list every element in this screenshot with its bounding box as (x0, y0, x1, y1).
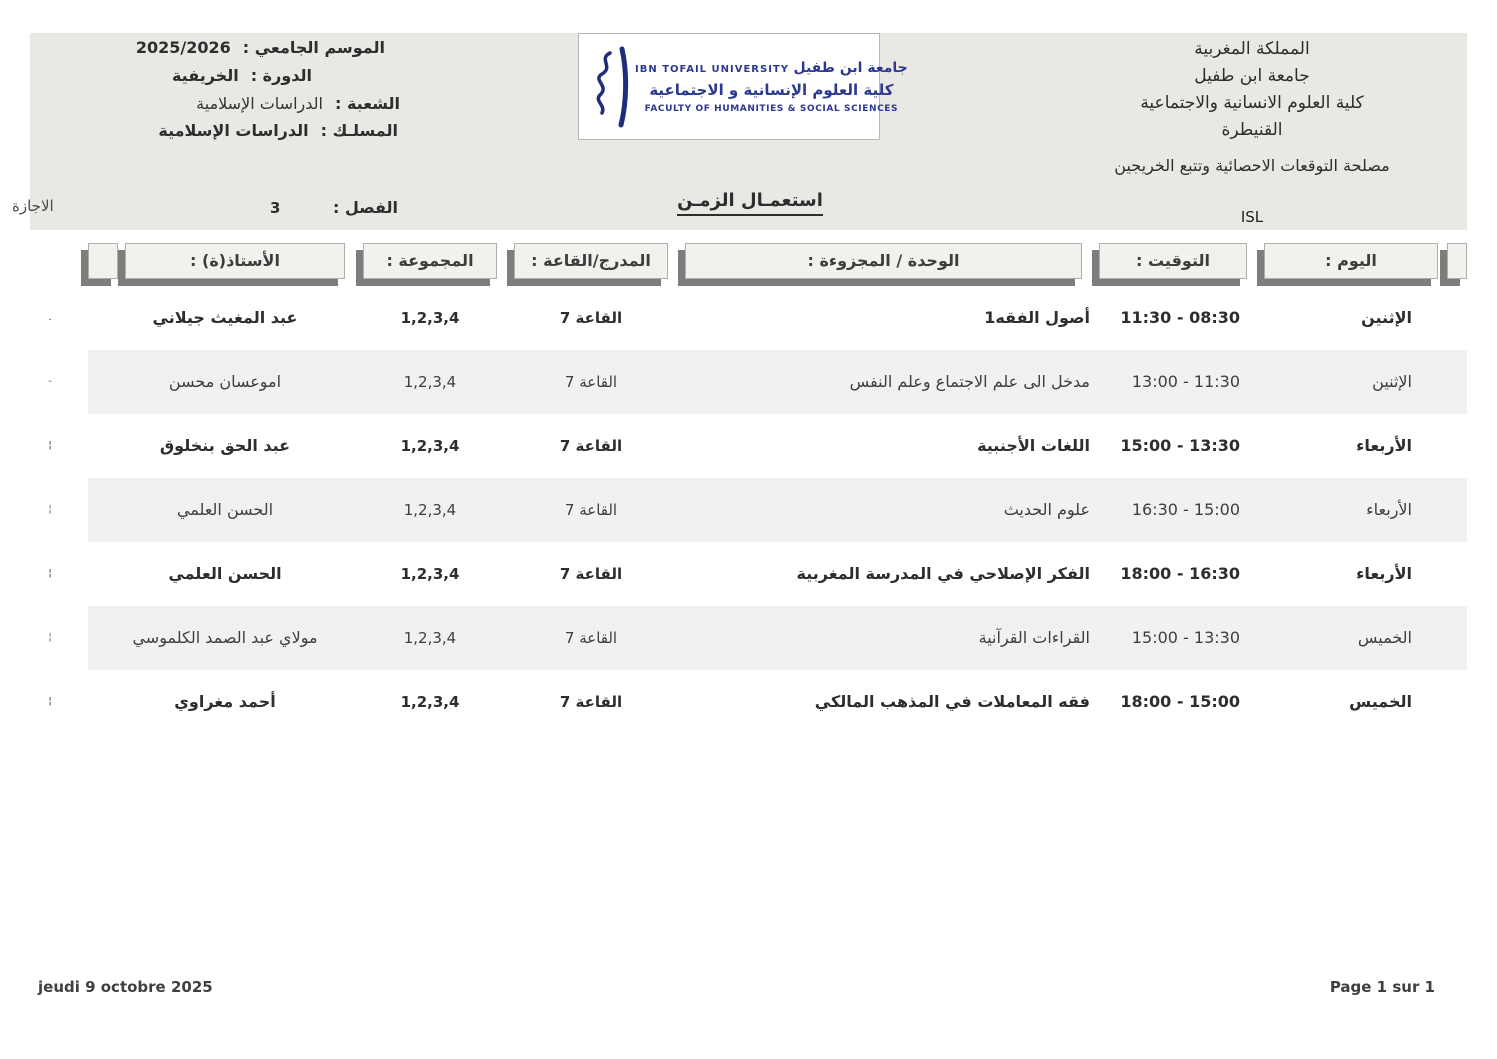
info-track (158, 119, 398, 143)
cell-group: 1,2,3,4 (400, 309, 460, 327)
cell-room: القاعة 7 (564, 629, 618, 647)
cell-day: الأربعاء (1366, 500, 1412, 519)
info-value: 2025/2026 (135, 38, 231, 57)
logo-ar-name: جامعة ابن طفيل (793, 59, 908, 76)
cell-group: 1,2,3,4 (403, 373, 457, 391)
cell-teacher: مولاي عبد الصمد الكلموسي (132, 628, 318, 647)
org-service: مصلحة التوقعات الاحصائية وتتبع الخريجين (1114, 156, 1390, 175)
semester-value: 3 (270, 198, 281, 217)
cell-day: الإثنين (1372, 372, 1412, 391)
semester-field (270, 198, 398, 217)
cell-time: 13:30 - 15:00 (1120, 436, 1240, 455)
edge-mark: ¦ (48, 632, 52, 643)
cell-group: 1,2,3,4 (400, 437, 460, 455)
cell-group: 1,2,3,4 (400, 565, 460, 583)
cell-subject: علوم الحديث (1003, 500, 1090, 519)
header-cell-teacher: الأستاذ(ة) : (125, 243, 345, 279)
cell-time: 16:30 - 18:00 (1120, 564, 1240, 583)
cell-time: 08:30 - 11:30 (1120, 308, 1240, 327)
cell-group: 1,2,3,4 (403, 629, 457, 647)
header-cell-unit: الوحدة / المجزوءة : (685, 243, 1082, 279)
edge-mark: ¦ (48, 440, 52, 451)
footer-date: jeudi 9 octobre 2025 (38, 978, 213, 996)
timetable-rows (48, 286, 1467, 734)
info-branch (196, 92, 400, 116)
cell-subject: فقه المعاملات في المذهب المالكي (814, 692, 1090, 711)
info-label: الشعبة : (334, 94, 400, 113)
cell-time: 15:00 - 16:30 (1131, 500, 1240, 519)
info-label: الدورة : (250, 66, 312, 85)
edge-mark: . (48, 312, 52, 323)
cell-subject: مدخل الى علم الاجتماع وعلم النفس (849, 372, 1090, 391)
header-cell-blank-left (88, 243, 118, 279)
cell-room: القاعة 7 (559, 437, 623, 455)
program-code: ISL (1240, 208, 1264, 226)
info-value: الدراسات الإسلامية (196, 94, 323, 113)
table-row (48, 478, 1467, 542)
cell-subject: القراءات القرآنية (978, 628, 1090, 647)
cell-room: القاعة 7 (559, 565, 623, 583)
cell-teacher: عبد الحق بنخلوق (159, 436, 291, 455)
header-cell-day: اليوم : (1264, 243, 1438, 279)
cell-day: الإثنين (1361, 308, 1412, 327)
cell-subject: اللغات الأجنبية (977, 436, 1090, 455)
table-row (48, 350, 1467, 414)
cell-day: الخميس (1349, 692, 1412, 711)
semester-label: الفصل : (332, 198, 398, 217)
cell-day: الخميس (1357, 628, 1412, 647)
cell-group: 1,2,3,4 (403, 501, 457, 519)
edge-mark: ¦ (48, 568, 52, 579)
org-block (1040, 36, 1464, 227)
org-university: جامعة ابن طفيل (1194, 66, 1310, 86)
edge-mark: ¦ (48, 504, 52, 515)
cell-time: 15:00 - 18:00 (1120, 692, 1240, 711)
cell-subject: الفكر الإصلاحي في المدرسة المغربية (796, 564, 1090, 583)
header-cell-room: المدرج/القاعة : (514, 243, 668, 279)
edge-mark: ¦ (48, 696, 52, 707)
logo-en-faculty: FACULTY OF HUMANITIES & SOCIAL SCIENCES (644, 103, 899, 114)
logo-ar-faculty: كلية العلوم الإنسانية و الاجتماعية (649, 80, 894, 99)
header-cell-blank-right (1447, 243, 1467, 279)
cell-teacher: الحسن العلمي (176, 500, 274, 519)
info-value: الخريفية (171, 66, 239, 85)
cell-teacher: الحسن العلمي (168, 564, 282, 583)
cell-time: 11:30 - 13:00 (1131, 372, 1240, 391)
table-row (48, 286, 1467, 350)
university-logo (578, 33, 908, 140)
header-cell-group: المجموعة : (363, 243, 497, 279)
logo-line-en-ar (635, 60, 908, 76)
info-label: الموسم الجامعي : (242, 38, 385, 57)
edge-mark: - (48, 376, 52, 387)
university-logo-mark-icon (587, 41, 635, 133)
org-faculty: كلية العلوم الانسانية والاجتماعية (1140, 93, 1364, 113)
cell-day: الأربعاء (1356, 564, 1412, 583)
table-row (48, 606, 1467, 670)
table-row (48, 542, 1467, 606)
cell-group: 1,2,3,4 (400, 693, 460, 711)
org-city: القنيطرة (1221, 120, 1283, 140)
cell-room: القاعة 7 (559, 693, 623, 711)
header-cell-time: التوقيت : (1099, 243, 1247, 279)
cell-teacher: أحمد مغراوي (174, 692, 276, 711)
cell-teacher: عبد المغيث جيلاني (152, 308, 298, 327)
info-academic-year (136, 36, 385, 60)
table-row (48, 414, 1467, 478)
cell-room: القاعة 7 (564, 501, 618, 519)
info-label: المسلـك : (320, 121, 398, 140)
info-session (172, 64, 312, 88)
cell-teacher: اموعسان محسن (168, 372, 282, 391)
degree-label: الاجازة (12, 197, 54, 215)
org-kingdom: المملكة المغربية (1194, 39, 1310, 59)
cell-room: القاعة 7 (564, 373, 618, 391)
cell-day: الأربعاء (1356, 436, 1412, 455)
cell-subject: أصول الفقه1 (984, 308, 1090, 327)
university-logo-text (635, 60, 908, 114)
logo-en-name: IBN TOFAIL UNIVERSITY (635, 63, 789, 75)
table-row (48, 670, 1467, 734)
page-title: استعمـال الزمـن (635, 190, 865, 211)
footer-page-number: Page 1 sur 1 (1329, 978, 1435, 996)
info-value: الدراسات الإسلامية (158, 121, 309, 140)
cell-time: 13:30 - 15:00 (1131, 628, 1240, 647)
cell-room: القاعة 7 (559, 309, 623, 327)
